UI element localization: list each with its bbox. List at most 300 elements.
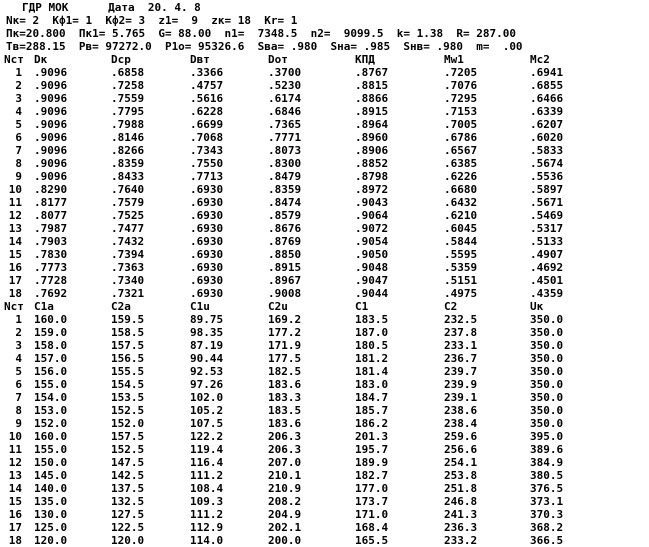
velocity-row: [0, 469, 649, 482]
table-cell: 155.0: [34, 378, 68, 391]
table-cell: 251.8: [444, 482, 478, 495]
table-cell: 4: [15, 352, 22, 365]
velocity-row: [0, 352, 649, 365]
table-cell: .8359: [268, 183, 302, 196]
table-cell: 127.5: [111, 508, 145, 521]
column-header: С1u: [190, 300, 210, 313]
velocity-header-row: [0, 300, 649, 313]
table-cell: 233.2: [444, 534, 478, 547]
table-cell: 5: [15, 365, 22, 378]
table-cell: 259.6: [444, 430, 478, 443]
table-cell: .8866: [355, 92, 389, 105]
table-cell: .8798: [355, 170, 389, 183]
table-cell: 183.0: [355, 378, 389, 391]
table-cell: 237.8: [444, 326, 478, 339]
table-cell: .7365: [268, 118, 302, 131]
table-cell: .9008: [268, 287, 302, 300]
table-cell: .7394: [111, 248, 145, 261]
column-header: Dк: [34, 53, 48, 66]
table-cell: 2: [15, 326, 22, 339]
table-cell: 147.5: [111, 456, 145, 469]
table-cell: .7550: [190, 157, 224, 170]
table-cell: 153.5: [111, 391, 145, 404]
table-cell: 120.0: [111, 534, 145, 547]
table-cell: .6567: [444, 144, 478, 157]
table-cell: 107.5: [190, 417, 224, 430]
table-cell: .6339: [530, 105, 564, 118]
table-cell: 157.5: [111, 339, 145, 352]
table-cell: .6930: [190, 196, 224, 209]
table-cell: 236.7: [444, 352, 478, 365]
table-cell: 238.4: [444, 417, 478, 430]
table-cell: 202.1: [268, 521, 302, 534]
table-cell: 350.0: [530, 365, 564, 378]
table-cell: 130.0: [34, 508, 68, 521]
table-cell: .9044: [355, 287, 389, 300]
table-cell: 154.0: [34, 391, 68, 404]
table-cell: 350.0: [530, 417, 564, 430]
table-cell: .9050: [355, 248, 389, 261]
table-cell: 7: [15, 144, 22, 157]
table-cell: .5844: [444, 235, 478, 248]
geometry-row: [0, 144, 649, 157]
table-cell: 14: [8, 235, 22, 248]
velocity-row: [0, 391, 649, 404]
table-cell: 135.0: [34, 495, 68, 508]
table-cell: 112.9: [190, 521, 224, 534]
table-cell: 7: [15, 391, 22, 404]
table-cell: 204.9: [268, 508, 302, 521]
table-cell: 17: [8, 274, 22, 287]
table-cell: 200.0: [268, 534, 302, 547]
table-cell: 184.7: [355, 391, 389, 404]
table-cell: 183.5: [268, 404, 302, 417]
table-cell: 376.5: [530, 482, 564, 495]
table-cell: 152.0: [111, 417, 145, 430]
table-cell: 183.3: [268, 391, 302, 404]
table-cell: .7773: [34, 261, 68, 274]
table-cell: .6930: [190, 274, 224, 287]
table-cell: 89.75: [190, 313, 224, 326]
table-cell: 155.0: [34, 443, 68, 456]
velocity-row: [0, 365, 649, 378]
table-cell: .6846: [268, 105, 302, 118]
table-cell: 370.3: [530, 508, 564, 521]
table-cell: 18: [8, 287, 22, 300]
table-cell: 206.3: [268, 430, 302, 443]
table-cell: .9096: [34, 157, 68, 170]
table-cell: 122.2: [190, 430, 224, 443]
table-cell: .9096: [34, 79, 68, 92]
table-cell: 152.5: [111, 443, 145, 456]
table-cell: .7692: [34, 287, 68, 300]
table-cell: 173.7: [355, 495, 389, 508]
table-cell: 8: [15, 157, 22, 170]
table-cell: .8769: [268, 235, 302, 248]
table-cell: 10: [8, 183, 22, 196]
table-cell: 9: [15, 417, 22, 430]
table-cell: 350.0: [530, 404, 564, 417]
table-cell: 208.2: [268, 495, 302, 508]
table-cell: .6858: [111, 66, 145, 79]
table-cell: 132.5: [111, 495, 145, 508]
table-cell: 16: [8, 261, 22, 274]
table-cell: 9: [15, 170, 22, 183]
table-cell: 18: [8, 534, 22, 547]
table-cell: .4692: [530, 261, 564, 274]
table-cell: .7987: [34, 222, 68, 235]
table-cell: .4501: [530, 274, 564, 287]
table-cell: .6930: [190, 183, 224, 196]
table-cell: .8579: [268, 209, 302, 222]
table-cell: .7579: [111, 196, 145, 209]
geometry-row: [0, 105, 649, 118]
table-cell: 350.0: [530, 378, 564, 391]
table-cell: .6930: [190, 209, 224, 222]
table-cell: .8077: [34, 209, 68, 222]
table-cell: .8073: [268, 144, 302, 157]
table-cell: .9054: [355, 235, 389, 248]
table-cell: 177.2: [268, 326, 302, 339]
table-cell: .8915: [268, 261, 302, 274]
column-header: С2u: [268, 300, 288, 313]
table-cell: 238.6: [444, 404, 478, 417]
table-cell: .6466: [530, 92, 564, 105]
table-cell: 189.9: [355, 456, 389, 469]
table-cell: 16: [8, 508, 22, 521]
table-cell: .5674: [530, 157, 564, 170]
table-cell: 246.8: [444, 495, 478, 508]
table-cell: 195.7: [355, 443, 389, 456]
table-cell: .8767: [355, 66, 389, 79]
table-cell: .6226: [444, 170, 478, 183]
geometry-row: [0, 222, 649, 235]
table-cell: 210.9: [268, 482, 302, 495]
table-cell: 13: [8, 469, 22, 482]
table-cell: .8967: [268, 274, 302, 287]
column-header: КПД: [355, 53, 375, 66]
table-cell: .3366: [190, 66, 224, 79]
column-header: С1а: [34, 300, 54, 313]
table-cell: 159.0: [34, 326, 68, 339]
velocity-row: [0, 482, 649, 495]
table-cell: .8266: [111, 144, 145, 157]
table-cell: 373.1: [530, 495, 564, 508]
table-cell: 2: [15, 79, 22, 92]
table-cell: .8433: [111, 170, 145, 183]
table-cell: 3: [15, 92, 22, 105]
table-cell: .7432: [111, 235, 145, 248]
table-cell: .8676: [268, 222, 302, 235]
table-cell: 253.8: [444, 469, 478, 482]
header-title-line: ГДР МОК Дата 20. 4. 8: [22, 1, 201, 14]
table-cell: .6045: [444, 222, 478, 235]
table-cell: 256.6: [444, 443, 478, 456]
table-cell: .7830: [34, 248, 68, 261]
table-cell: 254.1: [444, 456, 478, 469]
table-cell: .4359: [530, 287, 564, 300]
table-cell: 169.2: [268, 313, 302, 326]
table-cell: 368.2: [530, 521, 564, 534]
table-cell: 207.0: [268, 456, 302, 469]
table-cell: 155.5: [111, 365, 145, 378]
velocity-row: [0, 443, 649, 456]
geometry-row: [0, 287, 649, 300]
table-cell: .7340: [111, 274, 145, 287]
velocity-row: [0, 521, 649, 534]
table-cell: .6941: [530, 66, 564, 79]
table-cell: .9096: [34, 118, 68, 131]
header-params-line-1: Nк= 2 Кф1= 1 Кф2= 3 z1= 9 zк= 18 Кr= 1: [6, 14, 298, 27]
table-cell: .7258: [111, 79, 145, 92]
table-cell: .6786: [444, 131, 478, 144]
table-cell: .8964: [355, 118, 389, 131]
table-cell: .9096: [34, 144, 68, 157]
table-cell: 239.7: [444, 365, 478, 378]
table-cell: .4907: [530, 248, 564, 261]
table-cell: .6930: [190, 222, 224, 235]
velocity-row: [0, 495, 649, 508]
table-cell: 153.0: [34, 404, 68, 417]
table-cell: .6930: [190, 287, 224, 300]
velocity-row: [0, 430, 649, 443]
table-cell: .7068: [190, 131, 224, 144]
table-cell: .8474: [268, 196, 302, 209]
table-cell: 87.19: [190, 339, 224, 352]
column-header: Nст: [4, 300, 24, 313]
table-cell: 182.5: [268, 365, 302, 378]
column-header: С2: [444, 300, 458, 313]
table-cell: .7153: [444, 105, 478, 118]
table-cell: 350.0: [530, 339, 564, 352]
table-cell: 183.6: [268, 417, 302, 430]
table-cell: .8906: [355, 144, 389, 157]
table-cell: .7728: [34, 274, 68, 287]
column-header: Uк: [530, 300, 544, 313]
velocity-row: [0, 326, 649, 339]
table-cell: 389.6: [530, 443, 564, 456]
table-cell: 116.4: [190, 456, 224, 469]
table-cell: 8: [15, 404, 22, 417]
table-cell: .9096: [34, 92, 68, 105]
table-cell: 160.0: [34, 430, 68, 443]
table-cell: .5595: [444, 248, 478, 261]
table-cell: 350.0: [530, 313, 564, 326]
table-cell: 236.3: [444, 521, 478, 534]
table-cell: 152.0: [34, 417, 68, 430]
table-cell: .7005: [444, 118, 478, 131]
table-cell: 122.5: [111, 521, 145, 534]
table-cell: 239.1: [444, 391, 478, 404]
table-cell: 160.0: [34, 313, 68, 326]
table-cell: 366.5: [530, 534, 564, 547]
table-cell: 158.5: [111, 326, 145, 339]
table-cell: 171.0: [355, 508, 389, 521]
table-cell: .5897: [530, 183, 564, 196]
velocity-row: [0, 313, 649, 326]
geometry-header-row: [0, 53, 649, 66]
table-cell: 102.0: [190, 391, 224, 404]
table-cell: .7771: [268, 131, 302, 144]
table-cell: 380.5: [530, 469, 564, 482]
table-cell: 140.0: [34, 482, 68, 495]
table-cell: .6680: [444, 183, 478, 196]
table-cell: 232.5: [444, 313, 478, 326]
table-cell: .7903: [34, 235, 68, 248]
table-cell: 97.26: [190, 378, 224, 391]
table-cell: .8359: [111, 157, 145, 170]
table-cell: .4975: [444, 287, 478, 300]
table-cell: 156.5: [111, 352, 145, 365]
table-cell: .7363: [111, 261, 145, 274]
table-cell: 350.0: [530, 326, 564, 339]
table-cell: .9043: [355, 196, 389, 209]
table-cell: .9096: [34, 105, 68, 118]
table-cell: 239.9: [444, 378, 478, 391]
column-header: Мw1: [444, 53, 464, 66]
table-cell: 17: [8, 521, 22, 534]
geometry-row: [0, 235, 649, 248]
table-cell: .6930: [190, 235, 224, 248]
table-cell: 183.5: [355, 313, 389, 326]
table-cell: 120.0: [34, 534, 68, 547]
geometry-row: [0, 131, 649, 144]
geometry-row: [0, 157, 649, 170]
table-cell: .9072: [355, 222, 389, 235]
table-cell: 241.3: [444, 508, 478, 521]
table-cell: 119.4: [190, 443, 224, 456]
table-cell: .7076: [444, 79, 478, 92]
table-cell: 11: [8, 196, 22, 209]
table-cell: .5230: [268, 79, 302, 92]
table-cell: .6020: [530, 131, 564, 144]
table-cell: .5133: [530, 235, 564, 248]
column-header: Мс2: [530, 53, 550, 66]
table-cell: .7477: [111, 222, 145, 235]
table-cell: .6228: [190, 105, 224, 118]
table-cell: 183.6: [268, 378, 302, 391]
velocity-row: [0, 534, 649, 547]
table-cell: 187.0: [355, 326, 389, 339]
table-cell: 180.5: [355, 339, 389, 352]
header-params-line-2: Пк=20.800 Пк1= 5.765 G= 88.00 n1= 7348.5 n2= 9099.5 k= 1.38 R= 287.00: [6, 27, 516, 40]
table-cell: 233.1: [444, 339, 478, 352]
table-cell: .5536: [530, 170, 564, 183]
header-params-line-3: Тв=288.15 Рв= 97272.0 P1о= 95326.6 Sва= .980 Sна= .985 Sнв= .980 m= .00: [6, 40, 523, 53]
table-cell: 109.3: [190, 495, 224, 508]
table-cell: 156.0: [34, 365, 68, 378]
table-cell: 181.4: [355, 365, 389, 378]
velocity-row: [0, 417, 649, 430]
table-cell: 145.0: [34, 469, 68, 482]
table-cell: 114.0: [190, 534, 224, 547]
table-cell: .8146: [111, 131, 145, 144]
table-cell: .7640: [111, 183, 145, 196]
table-cell: .7343: [190, 144, 224, 157]
geometry-row: [0, 66, 649, 79]
table-cell: 168.4: [355, 521, 389, 534]
table-cell: .7795: [111, 105, 145, 118]
geometry-row: [0, 209, 649, 222]
table-cell: .3700: [268, 66, 302, 79]
column-header: Dот: [268, 53, 288, 66]
table-cell: .8300: [268, 157, 302, 170]
table-cell: .9047: [355, 274, 389, 287]
table-cell: 150.0: [34, 456, 68, 469]
table-cell: 14: [8, 482, 22, 495]
table-cell: 6: [15, 378, 22, 391]
velocity-row: [0, 508, 649, 521]
table-cell: 157.5: [111, 430, 145, 443]
table-cell: .8960: [355, 131, 389, 144]
velocity-row: [0, 404, 649, 417]
table-cell: 11: [8, 443, 22, 456]
geometry-row: [0, 118, 649, 131]
table-cell: .7295: [444, 92, 478, 105]
table-cell: 186.2: [355, 417, 389, 430]
table-cell: .5317: [530, 222, 564, 235]
table-cell: 350.0: [530, 391, 564, 404]
column-header: С2а: [111, 300, 131, 313]
table-cell: .8177: [34, 196, 68, 209]
table-cell: 6: [15, 131, 22, 144]
table-cell: .8972: [355, 183, 389, 196]
table-cell: 12: [8, 456, 22, 469]
table-cell: 98.35: [190, 326, 224, 339]
table-cell: 108.4: [190, 482, 224, 495]
geometry-row: [0, 183, 649, 196]
table-cell: .4757: [190, 79, 224, 92]
geometry-row: [0, 274, 649, 287]
column-header: Dср: [111, 53, 131, 66]
table-cell: .6385: [444, 157, 478, 170]
table-cell: 125.0: [34, 521, 68, 534]
table-cell: 137.5: [111, 482, 145, 495]
table-cell: 111.2: [190, 508, 224, 521]
table-cell: 13: [8, 222, 22, 235]
table-cell: 105.2: [190, 404, 224, 417]
table-cell: .5151: [444, 274, 478, 287]
table-cell: 384.9: [530, 456, 564, 469]
table-cell: .9096: [34, 66, 68, 79]
column-header: С1: [355, 300, 369, 313]
table-cell: 181.2: [355, 352, 389, 365]
table-cell: 5: [15, 118, 22, 131]
table-cell: 157.0: [34, 352, 68, 365]
table-cell: 92.53: [190, 365, 224, 378]
geometry-row: [0, 92, 649, 105]
table-cell: 350.0: [530, 352, 564, 365]
table-cell: 171.9: [268, 339, 302, 352]
table-cell: 206.3: [268, 443, 302, 456]
table-cell: 111.2: [190, 469, 224, 482]
table-cell: 1: [15, 313, 22, 326]
geometry-row: [0, 79, 649, 92]
table-cell: .6174: [268, 92, 302, 105]
table-cell: .8852: [355, 157, 389, 170]
table-cell: .7559: [111, 92, 145, 105]
table-cell: 12: [8, 209, 22, 222]
table-cell: .9096: [34, 170, 68, 183]
velocity-row: [0, 339, 649, 352]
table-cell: .6930: [190, 248, 224, 261]
table-cell: .8290: [34, 183, 68, 196]
geometry-row: [0, 261, 649, 274]
geometry-row: [0, 196, 649, 209]
table-cell: .7205: [444, 66, 478, 79]
table-cell: .6699: [190, 118, 224, 131]
table-cell: .9048: [355, 261, 389, 274]
